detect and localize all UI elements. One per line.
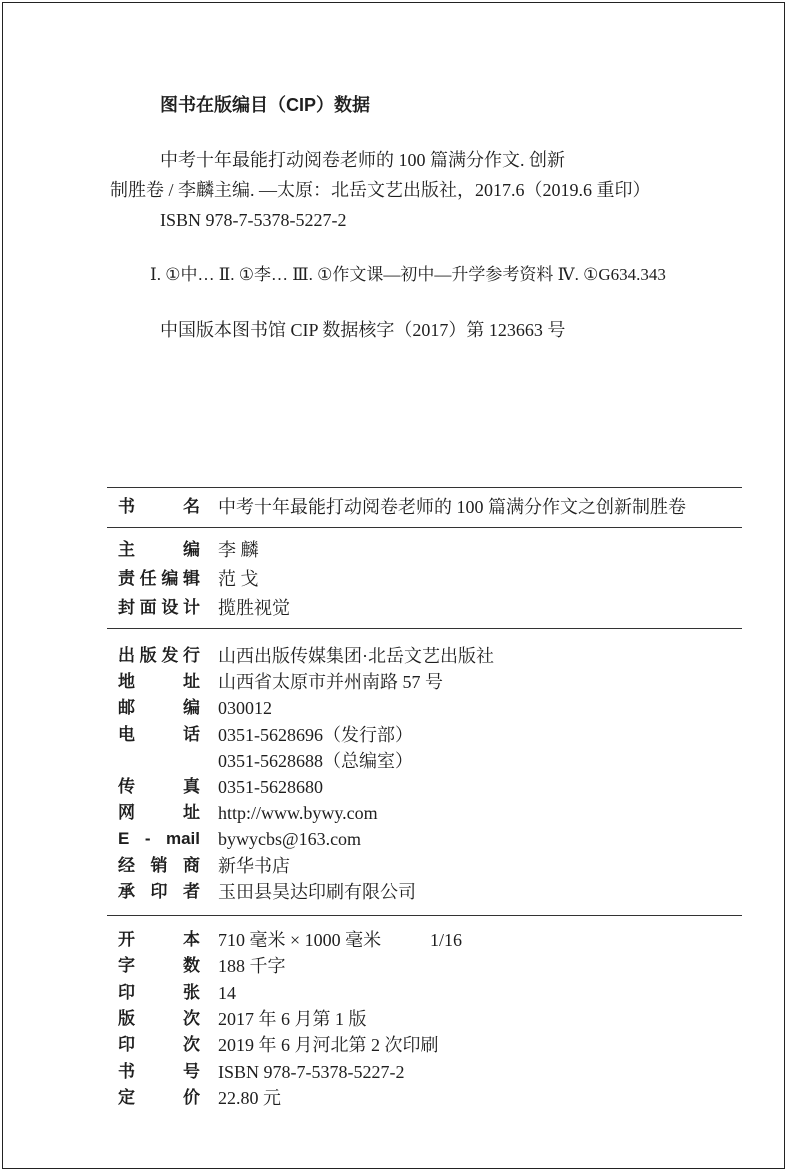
info-label: 开 本 [118, 930, 200, 950]
info-value: http://www.bywy.com [218, 803, 378, 824]
info-row-printing [118, 1032, 758, 1058]
info-row-phone-2 [118, 748, 758, 774]
info-row-title [118, 487, 758, 527]
info-value: 新华书店 [218, 855, 290, 876]
info-value: bywycbs@163.com [218, 829, 362, 850]
info-row-distributor [118, 853, 758, 879]
cip-title-line-2: 制胜卷 / 李麟主编. —太原：北岳文艺出版社，2017.6（2019.6 重印） [110, 180, 651, 200]
info-row-printer [118, 879, 758, 905]
info-label: 经 销 商 [118, 855, 200, 875]
info-value: 揽胜视觉 [218, 597, 290, 618]
info-value: 山西出版传媒集团·北岳文艺出版社 [218, 646, 494, 667]
info-row-sheets [118, 980, 758, 1006]
info-label: 封面设计 [118, 597, 200, 617]
info-label: 主 编 [118, 539, 200, 559]
info-value: 22.80 元 [218, 1087, 281, 1108]
info-row-website [118, 800, 758, 826]
info-row-phone [118, 722, 758, 748]
info-value: 2019 年 6 月河北第 2 次印刷 [218, 1035, 439, 1056]
info-value: 中考十年最能打动阅卷老师的 100 篇满分作文之创新制胜卷 [218, 497, 686, 517]
info-row-isbn [118, 1058, 758, 1084]
info-label: 书 号 [118, 1061, 200, 1081]
info-label: 印 次 [118, 1035, 200, 1055]
info-value: 玉田县昊达印刷有限公司 [218, 881, 416, 902]
info-row-postcode [118, 695, 758, 721]
info-label: 承 印 者 [118, 881, 200, 901]
divider-after-publisher [107, 915, 742, 916]
info-row-address [118, 669, 758, 695]
info-label: 书 名 [118, 497, 200, 516]
specs-section [118, 927, 758, 1111]
cip-classification: Ⅰ. ①中… Ⅱ. ①李… Ⅲ. ①作文课—初中—升学参考资料 Ⅳ. ①G634.343 [150, 265, 666, 284]
info-value: 李 麟 [218, 539, 259, 560]
info-row-cover-design [118, 593, 758, 622]
cip-title-line-1: 中考十年最能打动阅卷老师的 100 篇满分作文. 创新 [160, 150, 565, 170]
info-label: 邮 编 [118, 698, 200, 718]
info-value: 0351-5628696（发行部） [218, 724, 413, 745]
editorial-section [118, 535, 758, 622]
info-row-edition [118, 1006, 758, 1032]
info-label: 责任编辑 [118, 568, 200, 588]
info-label: 电 话 [118, 724, 200, 744]
info-label: 网 址 [118, 803, 200, 823]
format-fraction: 1/16 [430, 930, 463, 951]
info-label: 传 真 [118, 777, 200, 797]
info-row-fax [118, 774, 758, 800]
info-row-publisher [118, 643, 758, 669]
info-row-editor [118, 535, 758, 564]
info-label: 版 次 [118, 1009, 200, 1029]
cip-record-number: 中国版本图书馆 CIP 数据核字（2017）第 123663 号 [160, 320, 566, 340]
info-label: 地 址 [118, 672, 200, 692]
publisher-section [118, 643, 758, 905]
info-label: 印 张 [118, 982, 200, 1002]
info-value: 山西省太原市并州南路 57 号 [218, 672, 443, 693]
info-label: 出版发行 [118, 646, 200, 666]
divider-after-title [107, 527, 742, 528]
info-row-word-count [118, 953, 758, 979]
info-label: E - mail [118, 829, 200, 849]
info-value: 710 毫米 × 1000 毫米 [218, 930, 382, 951]
info-value: ISBN 978-7-5378-5227-2 [218, 1061, 405, 1082]
info-row-format [118, 927, 758, 953]
info-value: 2017 年 6 月第 1 版 [218, 1009, 367, 1030]
info-row-responsible-editor [118, 564, 758, 593]
info-value: 14 [218, 982, 236, 1003]
cip-heading: 图书在版编目（CIP）数据 [160, 95, 371, 115]
info-row-email [118, 826, 758, 852]
cip-isbn: ISBN 978-7-5378-5227-2 [160, 210, 347, 230]
info-label: 字 数 [118, 956, 200, 976]
info-value: 0351-5628680 [218, 777, 323, 798]
info-value: 188 千字 [218, 956, 286, 977]
info-row-price [118, 1085, 758, 1111]
info-value: 范 戈 [218, 568, 259, 589]
info-value: 030012 [218, 698, 272, 719]
book-title-section [118, 487, 758, 527]
info-value: 0351-5628688（总编室） [218, 750, 413, 771]
info-label: 定 价 [118, 1087, 200, 1107]
divider-after-editorial [107, 628, 742, 629]
